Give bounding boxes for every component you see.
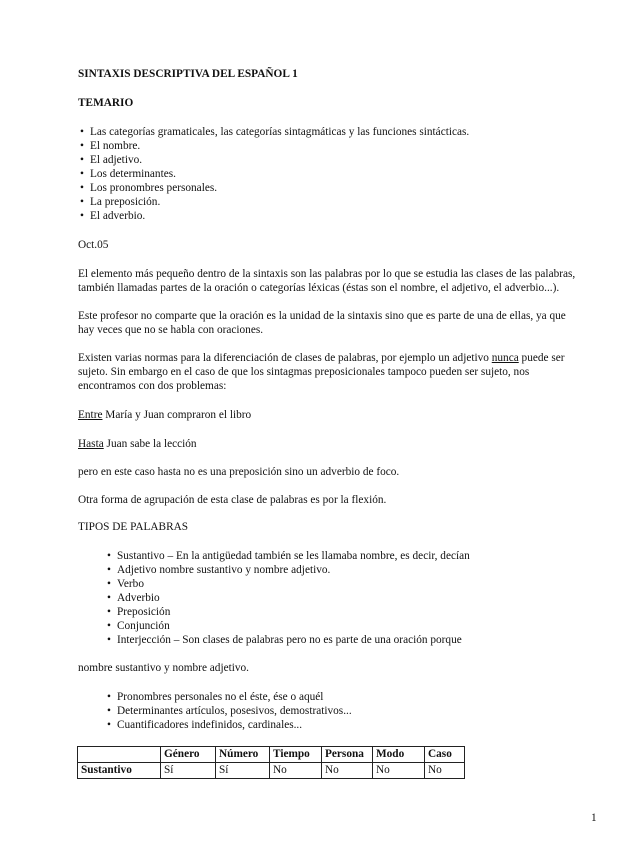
page-number: 1 (591, 812, 597, 825)
document-title: SINTAXIS DESCRIPTIVA DEL ESPAÑOL 1 (78, 68, 298, 80)
paragraph-3-line-3: encontramos con dos problemas: (78, 380, 227, 392)
table-cell: No (373, 763, 425, 779)
table-row (78, 763, 465, 779)
paragraph-2-line-1: Este profesor no comparte que la oración es la unidad de la sintaxis sino que es parte de una de ellas, ya que (78, 310, 566, 322)
list-item: • Los determinantes. (80, 168, 176, 180)
bullet-icon: • (107, 705, 111, 717)
example-2: Hasta Juan sabe la lección (78, 438, 197, 450)
list-item: • Conjunción (107, 620, 170, 632)
bullet-icon: • (107, 620, 111, 632)
bullet-icon: • (107, 592, 111, 604)
table-header-cell: Persona (322, 747, 373, 763)
table-cell: No (322, 763, 373, 779)
paragraph-4: pero en este caso hasta no es una preposición sino un adverbio de foco. (78, 466, 400, 478)
table-cell: Sí (161, 763, 216, 779)
list-item: • Las categorías gramaticales, las categorías sintagmáticas y las funciones sintácticas. (80, 126, 470, 138)
table-header-cell: Caso (425, 747, 465, 763)
list-item: • Adjetivo nombre sustantivo y nombre adjetivo. (107, 564, 331, 576)
bullet-icon: • (80, 196, 84, 208)
bullet-icon: • (107, 578, 111, 590)
table-header-row (78, 747, 465, 763)
list-item: • El nombre. (80, 140, 141, 152)
tipos-continuation: nombre sustantivo y nombre adjetivo. (78, 662, 249, 674)
bullet-icon: • (107, 719, 111, 731)
date: Oct.05 (78, 239, 109, 251)
bullet-icon: • (80, 168, 84, 180)
bullet-icon: • (80, 210, 84, 222)
list-item: • Preposición (107, 606, 171, 618)
table-header-cell: Número (216, 747, 270, 763)
list-item: • La preposición. (80, 196, 161, 208)
bullet-icon: • (80, 182, 84, 194)
list-item: • El adverbio. (80, 210, 146, 222)
list-item: • Adverbio (107, 592, 160, 604)
bullet-icon: • (107, 550, 111, 562)
bullet-icon: • (80, 140, 84, 152)
example-1: Entre María y Juan compraron el libro (78, 409, 252, 421)
underlined-word: Hasta (78, 438, 104, 450)
underlined-word: nunca (491, 352, 519, 364)
list-item: • Interjección – Son clases de palabras pero no es parte de una oración porque (107, 634, 462, 646)
list-item: • Verbo (107, 578, 144, 590)
bullet-icon: • (107, 606, 111, 618)
bullet-icon: • (107, 634, 111, 646)
list-item: • Pronombres personales no el éste, ése o aquél (107, 691, 324, 703)
list-item: • Cuantificadores indefinidos, cardinales... (107, 719, 303, 731)
paragraph-1-line-2: también llamadas partes de la oración o categorías léxicas (éstas son el nombre, el adjetivo, el adverbio...). (78, 282, 560, 294)
paragraph-2-line-2: hay veces que no se habla con oraciones. (78, 324, 264, 336)
list-item: • Sustantivo – En la antigüedad también se les llamaba nombre, es decir, decían (107, 550, 470, 562)
table-cell: No (270, 763, 322, 779)
paragraph-5: Otra forma de agrupación de esta clase de palabras es por la flexión. (78, 494, 387, 506)
bullet-icon: • (80, 126, 84, 138)
section-title-tipos: TIPOS DE PALABRAS (78, 521, 189, 533)
list-item: • El adjetivo. (80, 154, 143, 166)
table-cell: Sustantivo (78, 763, 161, 779)
list-item: • Determinantes artículos, posesivos, demostrativos... (107, 705, 352, 717)
table-header-cell: Género (161, 747, 216, 763)
bullet-icon: • (80, 154, 84, 166)
table-header-cell (78, 747, 161, 763)
paragraph-1-line-1: El elemento más pequeño dentro de la sintaxis son las palabras por lo que se estudia las clases de las palabras, (78, 268, 576, 280)
table-cell: No (425, 763, 465, 779)
table-header-cell: Modo (373, 747, 425, 763)
table-cell: Sí (216, 763, 270, 779)
bullet-icon: • (107, 564, 111, 576)
inflection-table (77, 746, 465, 779)
bullet-icon: • (107, 691, 111, 703)
section-title-temario: TEMARIO (78, 97, 134, 109)
table-header-cell: Tiempo (270, 747, 322, 763)
underlined-word: Entre (78, 409, 103, 421)
paragraph-3-line-2: sujeto. Sin embargo en el caso de que los sintagmas preposicionales tampoco pueden ser sujeto, nos (78, 366, 530, 378)
list-item: • Los pronombres personales. (80, 182, 218, 194)
paragraph-3-line-1: Existen varias normas para la diferenciación de clases de palabras, por ejemplo un adjetivo nunca puede ser (78, 352, 565, 364)
